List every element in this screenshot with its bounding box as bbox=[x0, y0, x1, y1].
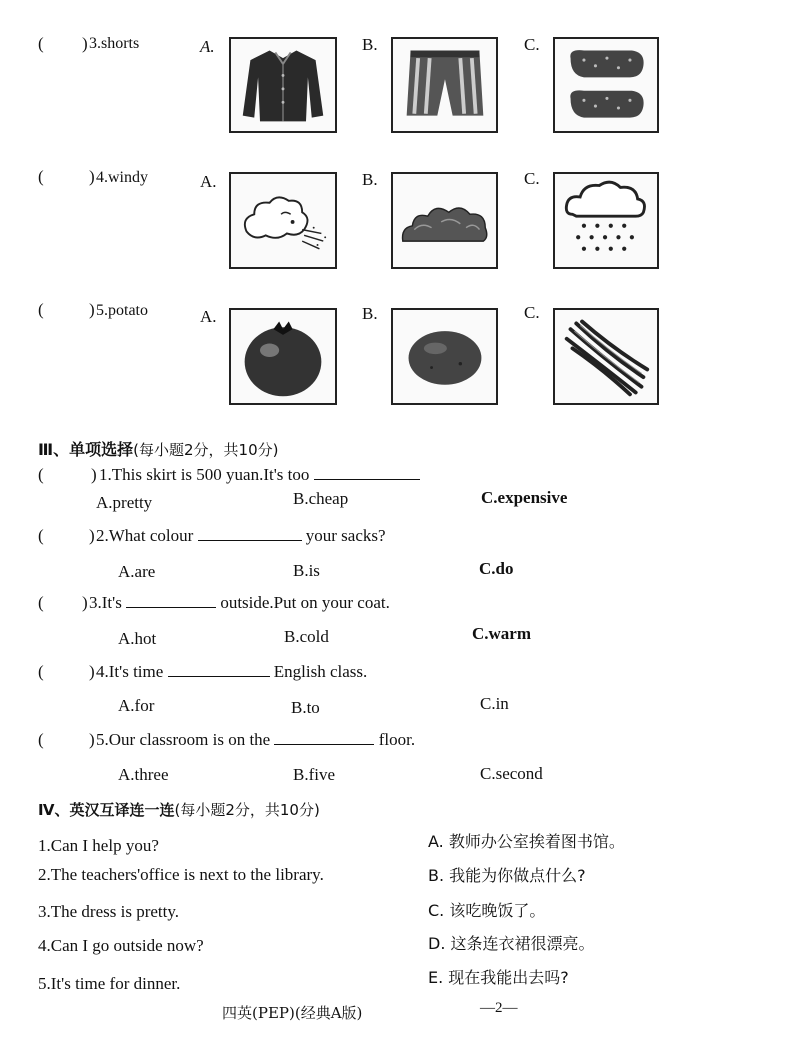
option-c[interactable]: C.in bbox=[480, 694, 509, 713]
answer-paren-open: ( bbox=[38, 465, 44, 484]
answer-paren-open: ( bbox=[38, 300, 44, 319]
answer-paren-open: ( bbox=[38, 526, 44, 545]
chinese-sentence[interactable]: B. 我能为你做点什么? bbox=[428, 866, 586, 885]
page-number: —2— bbox=[480, 1000, 518, 1016]
socks-icon[interactable] bbox=[553, 37, 659, 133]
question-text bbox=[96, 662, 367, 682]
option-c[interactable]: C.second bbox=[480, 764, 543, 783]
option-b[interactable]: B.is bbox=[293, 561, 320, 580]
tomato-icon[interactable] bbox=[229, 308, 337, 405]
shirt-icon[interactable] bbox=[229, 37, 337, 133]
section-3-heading: Ⅲ、单项选择 bbox=[38, 440, 134, 459]
option-c[interactable]: C.warm bbox=[472, 624, 532, 643]
option-letter: A. bbox=[200, 172, 217, 191]
answer-blank[interactable] bbox=[168, 662, 270, 677]
section-3-title bbox=[38, 437, 278, 460]
option-letter: A. bbox=[200, 37, 215, 56]
section-4-note: (每小题2分，共10分) bbox=[174, 801, 320, 819]
potato-icon[interactable] bbox=[391, 308, 498, 405]
answer-paren-close: ) bbox=[89, 730, 95, 749]
question-stem: 5.Our classroom is on the bbox=[96, 730, 271, 749]
question-tail: your sacks? bbox=[305, 526, 386, 545]
question-text bbox=[96, 730, 415, 750]
answer-paren-close: ) bbox=[89, 526, 95, 545]
answer-paren-close: ) bbox=[89, 167, 95, 186]
option-letter: B. bbox=[362, 35, 378, 54]
option-letter: A. bbox=[200, 307, 217, 326]
cloud-icon[interactable] bbox=[391, 172, 498, 269]
answer-paren-close: ) bbox=[91, 465, 97, 484]
answer-blank[interactable] bbox=[126, 593, 216, 608]
option-a[interactable]: A.for bbox=[118, 696, 155, 715]
answer-paren-open: ( bbox=[38, 662, 44, 681]
option-a[interactable]: A.hot bbox=[118, 629, 157, 648]
option-letter: C. bbox=[524, 303, 540, 322]
option-letter: C. bbox=[524, 35, 540, 54]
question-text bbox=[89, 593, 390, 613]
option-b[interactable]: B.five bbox=[293, 765, 336, 784]
answer-blank[interactable] bbox=[198, 526, 302, 541]
answer-paren-open: ( bbox=[38, 730, 44, 749]
wind-icon[interactable] bbox=[229, 172, 337, 269]
option-letter: C. bbox=[524, 169, 540, 188]
english-sentence[interactable]: 5.It's time for dinner. bbox=[38, 974, 181, 993]
option-b[interactable]: B.cold bbox=[284, 627, 329, 646]
question-stem: 3.It's bbox=[89, 593, 122, 612]
option-c[interactable]: C.expensive bbox=[481, 488, 568, 507]
answer-paren-open: ( bbox=[38, 34, 44, 53]
chinese-sentence[interactable]: C. 该吃晚饭了。 bbox=[428, 901, 546, 920]
chinese-sentence[interactable]: E. 现在我能出去吗? bbox=[428, 968, 569, 987]
question-tail: floor. bbox=[378, 730, 416, 749]
english-sentence[interactable]: 3.The dress is pretty. bbox=[38, 902, 180, 921]
option-b[interactable]: B.cheap bbox=[293, 489, 349, 508]
section-3-note: (每小题2分，共10分) bbox=[133, 441, 279, 459]
section-4-heading: Ⅳ、英汉互译连一连 bbox=[38, 801, 175, 819]
english-sentence[interactable]: 2.The teachers'office is next to the library. bbox=[38, 865, 324, 884]
option-b[interactable]: B.to bbox=[291, 698, 320, 717]
answer-paren-close: ) bbox=[82, 34, 88, 53]
edition-label: 四英(PEP)(经典A版) bbox=[222, 1004, 363, 1022]
section-4-title bbox=[38, 799, 320, 820]
answer-paren-close: ) bbox=[89, 662, 95, 681]
english-sentence[interactable]: 4.Can I go outside now? bbox=[38, 936, 204, 955]
question-stem: 4.It's time bbox=[96, 662, 164, 681]
question-stem: 2.What colour bbox=[96, 526, 194, 545]
question-text bbox=[96, 526, 386, 546]
question-tail: English class. bbox=[273, 662, 368, 681]
option-a[interactable]: A.are bbox=[118, 562, 156, 581]
option-a[interactable]: A.three bbox=[118, 765, 169, 784]
answer-blank[interactable] bbox=[314, 465, 420, 480]
question-text bbox=[99, 465, 420, 485]
option-letter: B. bbox=[362, 170, 378, 189]
question-tail: outside.Put on your coat. bbox=[220, 593, 390, 612]
option-c[interactable]: C.do bbox=[479, 559, 514, 578]
question-label: 4.windy bbox=[96, 169, 148, 186]
option-a[interactable]: A.pretty bbox=[96, 493, 153, 512]
answer-paren-close: ) bbox=[89, 300, 95, 319]
option-letter: B. bbox=[362, 304, 378, 323]
shorts-icon[interactable] bbox=[391, 37, 498, 133]
chinese-sentence[interactable]: A. 教师办公室挨着图书馆。 bbox=[428, 832, 625, 851]
english-sentence[interactable]: 1.Can I help you? bbox=[38, 836, 159, 855]
question-label: 5.potato bbox=[96, 302, 148, 319]
question-label: 3.shorts bbox=[89, 35, 140, 52]
answer-paren-close: ) bbox=[82, 593, 88, 612]
answer-paren-open: ( bbox=[38, 167, 44, 186]
answer-blank[interactable] bbox=[274, 730, 374, 745]
answer-paren-open: ( bbox=[38, 593, 44, 612]
question-stem: 1.This skirt is 500 yuan.It's too bbox=[99, 465, 310, 484]
rain-icon[interactable] bbox=[553, 172, 659, 269]
green-beans-icon[interactable] bbox=[553, 308, 659, 405]
chinese-sentence[interactable]: D. 这条连衣裙很漂亮。 bbox=[428, 934, 595, 953]
